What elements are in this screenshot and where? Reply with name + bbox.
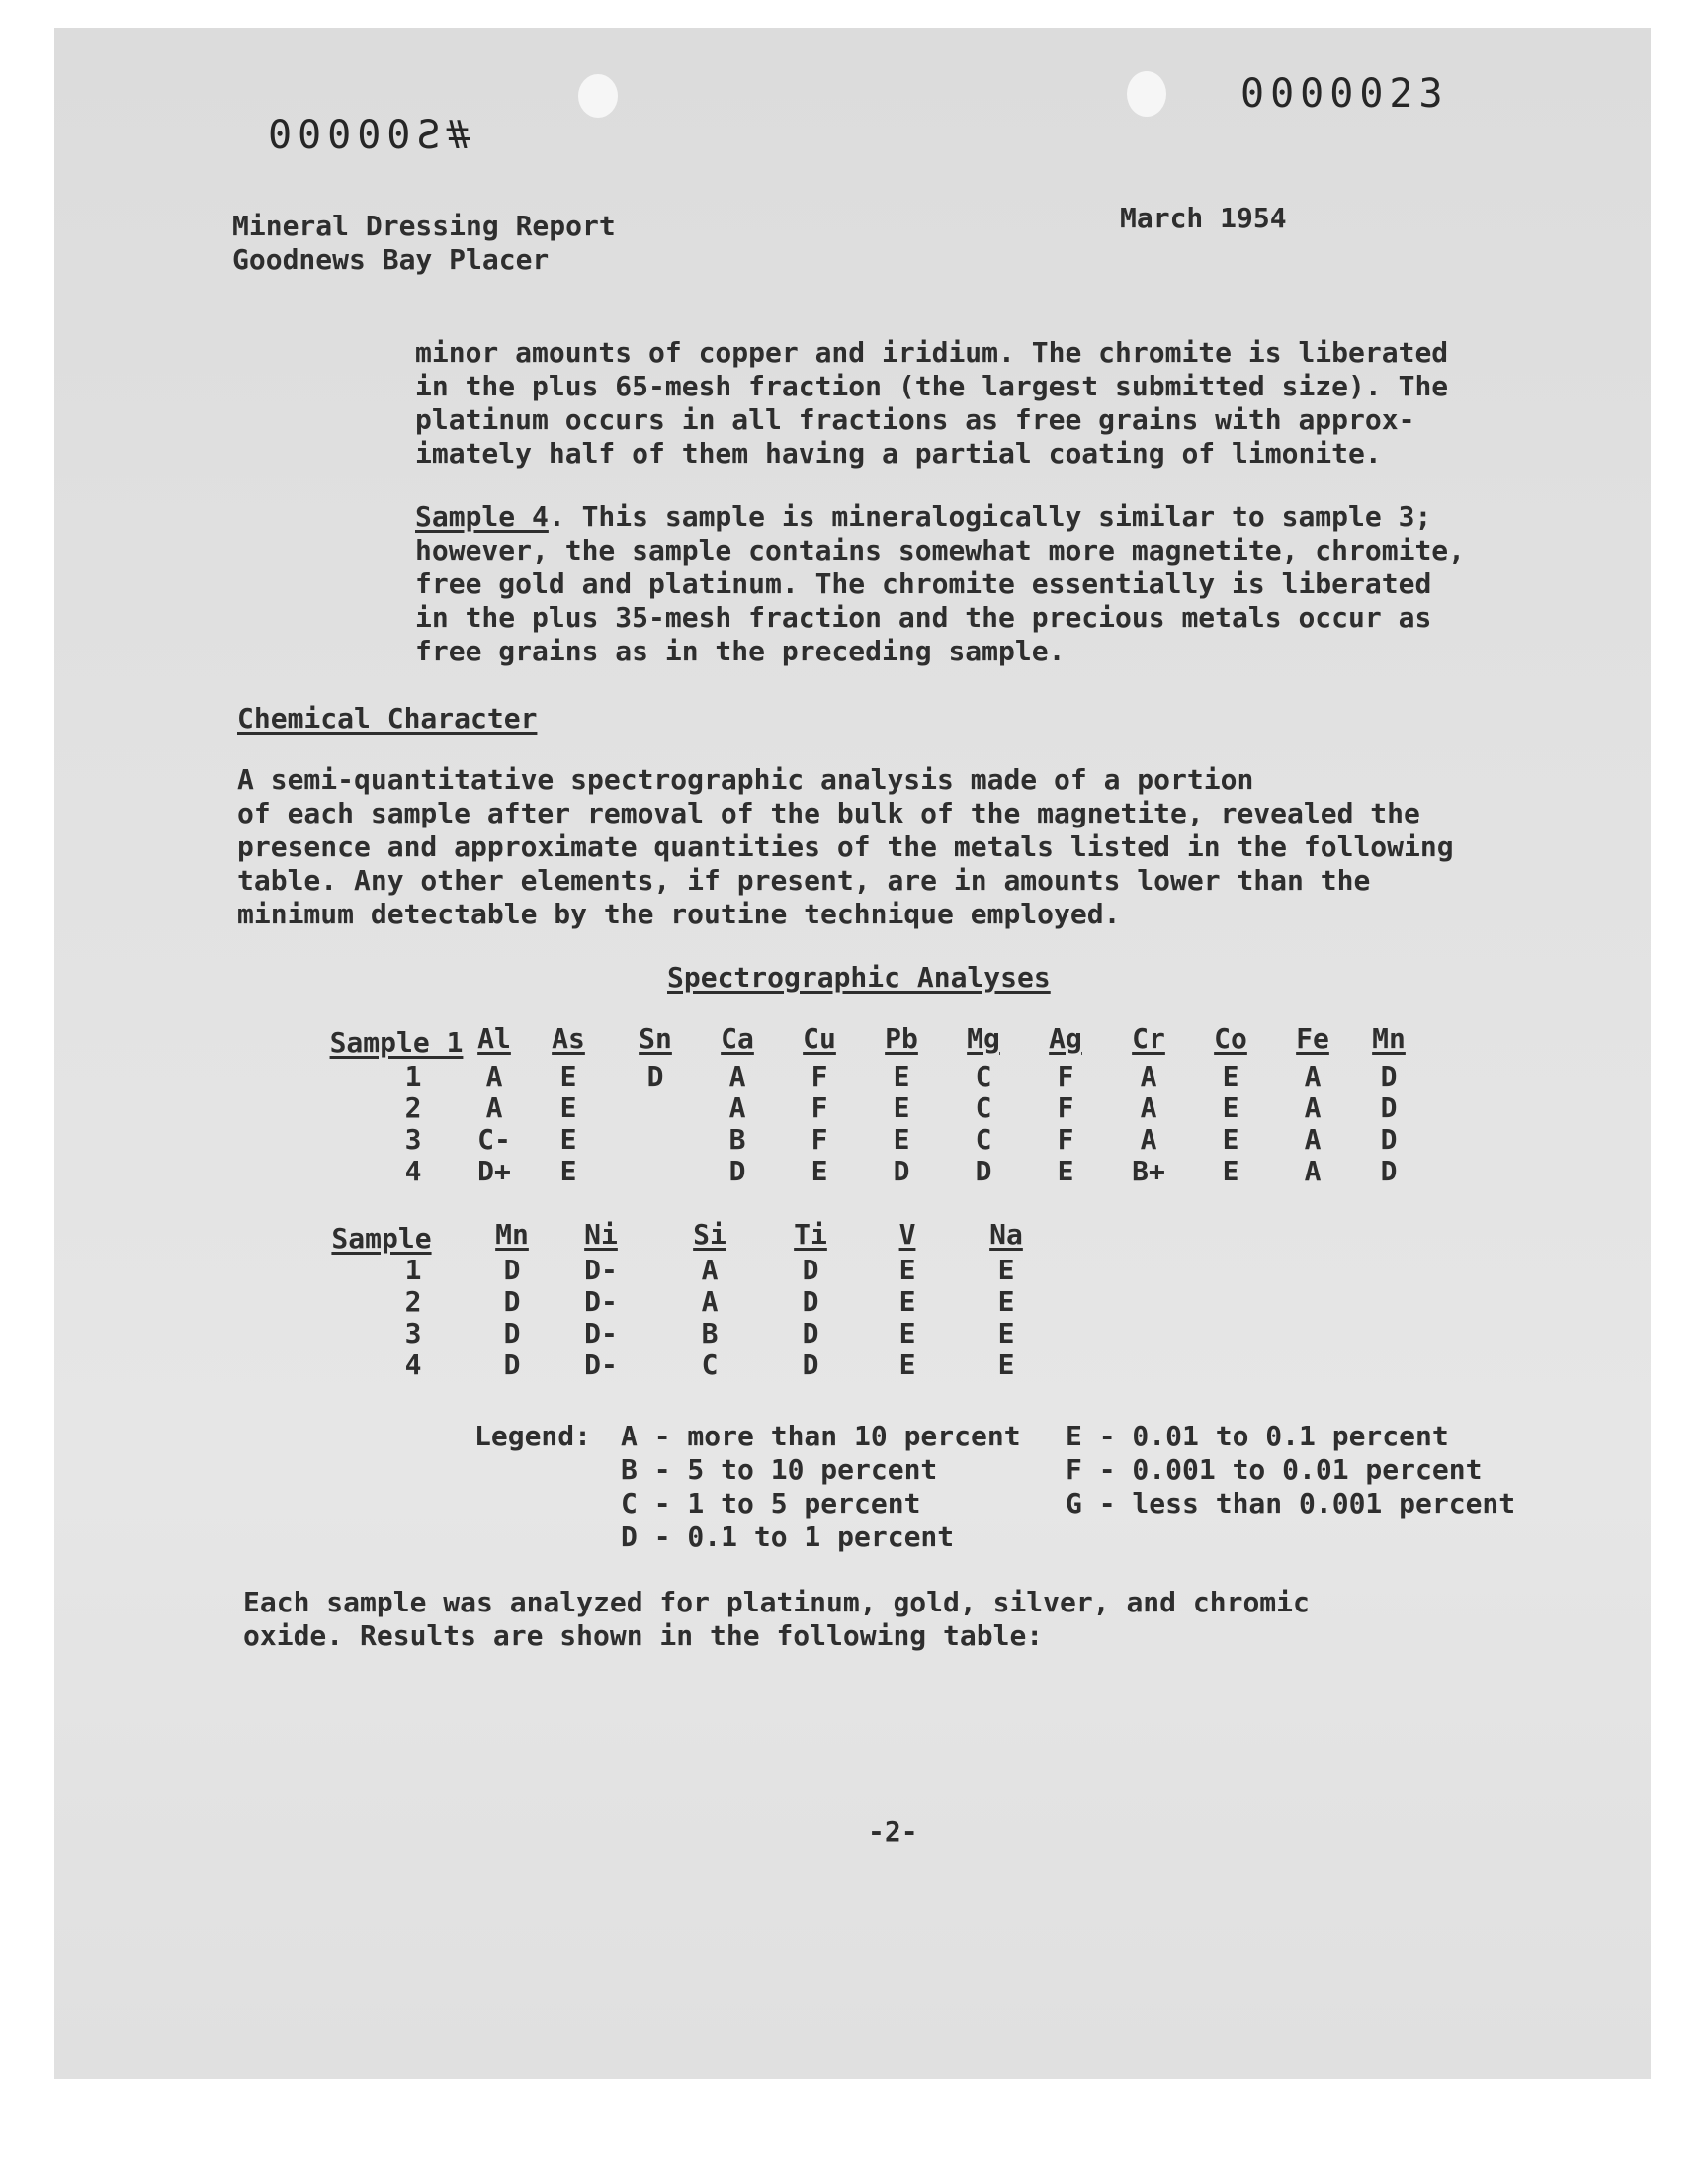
table1-cell: E: [559, 1155, 577, 1187]
table2-cell: E: [898, 1348, 916, 1381]
table1-sample-header: Sample 1: [329, 1026, 464, 1059]
table1-cell: A: [1304, 1123, 1322, 1156]
sample4-label: Sample 4: [415, 500, 549, 533]
table2-cell: E: [898, 1254, 916, 1286]
table1-cell: B+: [1132, 1155, 1165, 1187]
table1-cell: C-: [477, 1123, 511, 1156]
report-title: Mineral Dressing Report: [232, 210, 616, 242]
legend-item: B - 5 to 10 percent: [621, 1453, 938, 1486]
sample4-paragraph: [415, 500, 1465, 668]
table2-cell: D: [802, 1348, 819, 1381]
table2-header-mn: Mn: [495, 1218, 529, 1251]
table1-cell: D: [646, 1060, 664, 1092]
legend-item: G - less than 0.001 percent: [1066, 1487, 1516, 1520]
table1-header-cr: Cr: [1132, 1022, 1165, 1055]
intro-paragraph: minor amounts of copper and iridium. The chromite is liberated in the plus 65-mesh fraction (the largest submitted size). The platinum occurs in all fractions as free grains with approx- imately half of them having a partial coating of limonite.: [415, 336, 1449, 470]
legend-item: A - more than 10 percent: [621, 1420, 1021, 1452]
table1-cell: F: [1057, 1060, 1074, 1092]
table1-row-sample: 1: [404, 1060, 422, 1092]
table1-cell: D+: [477, 1155, 511, 1187]
table2-cell: E: [898, 1317, 916, 1349]
table1-cell: E: [1222, 1123, 1239, 1156]
table1-cell: E: [1057, 1155, 1074, 1187]
table1-cell: A: [1140, 1123, 1157, 1156]
table1-header-pb: Pb: [885, 1022, 918, 1055]
table1-cell: F: [811, 1091, 828, 1124]
stamp-right: 0000023: [1240, 71, 1449, 117]
table1-cell: A: [1140, 1060, 1157, 1092]
table2-cell: D: [802, 1317, 819, 1349]
table1-cell: F: [1057, 1123, 1074, 1156]
punch-hole-right: [1127, 71, 1166, 117]
table2-row-sample: 2: [404, 1285, 422, 1318]
legend-item: C - 1 to 5 percent: [621, 1487, 921, 1520]
table1-cell: A: [728, 1060, 746, 1092]
table1-cell: C: [975, 1060, 992, 1092]
table2-cell: D: [802, 1254, 819, 1286]
table1-cell: D: [1380, 1091, 1398, 1124]
table1-cell: C: [975, 1123, 992, 1156]
table2-sample-header: Sample: [331, 1222, 432, 1255]
table2-cell: D-: [584, 1317, 618, 1349]
table2-cell: E: [997, 1285, 1015, 1318]
table2-cell: D: [503, 1348, 521, 1381]
closing-paragraph: Each sample was analyzed for platinum, gold, silver, and chromic oxide. Results are shown in the following table:: [243, 1586, 1310, 1652]
table1-header-mn: Mn: [1372, 1022, 1406, 1055]
table1-cell: F: [811, 1123, 828, 1156]
table2-cell: D-: [584, 1348, 618, 1381]
table2-cell: E: [997, 1348, 1015, 1381]
stamp-left: [203, 67, 470, 158]
table1-cell: F: [811, 1060, 828, 1092]
table1-cell: D: [728, 1155, 746, 1187]
sample4-text: . This sample is mineralogically similar to sample 3; however, the sample contains somewhat more magnetite, chromite, free gold and platinum. The chromite essentially is liberated in the plus 35-mesh fraction and the precious metals occur as free grains as in the preceding sample.: [415, 500, 1466, 667]
table1-cell: E: [1222, 1060, 1239, 1092]
table2-cell: D: [503, 1254, 521, 1286]
table1-cell: E: [559, 1060, 577, 1092]
chemical-paragraph: A semi-quantitative spectrographic analysis made of a portion of each sample after removal of the bulk of the magnetite, revealed the presence and approximate quantities of the metals listed in the following table. Any other elements, if present, are in amounts lower than the minimum detectable by the routine technique employed.: [237, 763, 1454, 930]
table1-cell: F: [1057, 1091, 1074, 1124]
table2-cell: D: [503, 1285, 521, 1318]
table2-row-sample: 4: [404, 1348, 422, 1381]
table2-row-sample: 3: [404, 1317, 422, 1349]
legend-item: E - 0.01 to 0.1 percent: [1066, 1420, 1449, 1452]
table1-cell: D: [1380, 1123, 1398, 1156]
table1-cell: B: [728, 1123, 746, 1156]
table1-row-sample: 4: [404, 1155, 422, 1187]
table1-cell: A: [485, 1091, 503, 1124]
section-heading: Chemical Character: [237, 702, 538, 735]
table1-cell: A: [1304, 1060, 1322, 1092]
table2-header-v: V: [898, 1218, 916, 1251]
table1-cell: A: [1304, 1091, 1322, 1124]
table1-cell: E: [1222, 1091, 1239, 1124]
table2-cell: E: [997, 1317, 1015, 1349]
table1-row-sample: 3: [404, 1123, 422, 1156]
table1-cell: E: [893, 1123, 910, 1156]
table1-cell: A: [1304, 1155, 1322, 1187]
table1-cell: D: [975, 1155, 992, 1187]
table1-cell: E: [893, 1060, 910, 1092]
report-date: March 1954: [1120, 202, 1287, 234]
report-subtitle: Goodnews Bay Placer: [232, 243, 550, 276]
table1-header-co: Co: [1214, 1022, 1247, 1055]
table1-cell: E: [811, 1155, 828, 1187]
table1-cell: A: [728, 1091, 746, 1124]
table1-cell: D: [893, 1155, 910, 1187]
table1-cell: E: [893, 1091, 910, 1124]
table1-cell: E: [559, 1123, 577, 1156]
table1-header-fe: Fe: [1296, 1022, 1329, 1055]
page-number: -2-: [868, 1815, 918, 1848]
table2-cell: D: [802, 1285, 819, 1318]
table2-header-na: Na: [989, 1218, 1023, 1251]
table1-cell: C: [975, 1091, 992, 1124]
table2-row-sample: 1: [404, 1254, 422, 1286]
table2-cell: D: [503, 1317, 521, 1349]
table2-cell: A: [701, 1285, 719, 1318]
table1-header-al: Al: [477, 1022, 511, 1055]
legend-item: D - 0.1 to 1 percent: [621, 1521, 955, 1553]
table2-cell: E: [898, 1285, 916, 1318]
table1-header-mg: Mg: [967, 1022, 1000, 1055]
table1-header-cu: Cu: [803, 1022, 836, 1055]
legend-item: F - 0.001 to 0.01 percent: [1066, 1453, 1483, 1486]
table2-cell: D-: [584, 1254, 618, 1286]
table1-cell: E: [559, 1091, 577, 1124]
table2-cell: B: [701, 1317, 719, 1349]
table2-cell: D-: [584, 1285, 618, 1318]
table2-header-ni: Ni: [584, 1218, 618, 1251]
punch-hole-left: [578, 74, 618, 118]
table1-row-sample: 2: [404, 1091, 422, 1124]
table1-header-ag: Ag: [1049, 1022, 1082, 1055]
table2-header-si: Si: [693, 1218, 726, 1251]
table1-header-ca: Ca: [721, 1022, 754, 1055]
table-title: Spectrographic Analyses: [667, 961, 1051, 994]
table1-header-sn: Sn: [639, 1022, 672, 1055]
legend-label: Legend:: [474, 1420, 592, 1452]
table1-cell: A: [1140, 1091, 1157, 1124]
table2-cell: C: [701, 1348, 719, 1381]
table1-cell: E: [1222, 1155, 1239, 1187]
table1-cell: D: [1380, 1060, 1398, 1092]
table2-cell: E: [997, 1254, 1015, 1286]
stamp-left-text: #S00000: [262, 113, 470, 158]
table1-cell: D: [1380, 1155, 1398, 1187]
table1-header-as: As: [552, 1022, 585, 1055]
table2-cell: A: [701, 1254, 719, 1286]
table1-cell: A: [485, 1060, 503, 1092]
table2-header-ti: Ti: [794, 1218, 827, 1251]
